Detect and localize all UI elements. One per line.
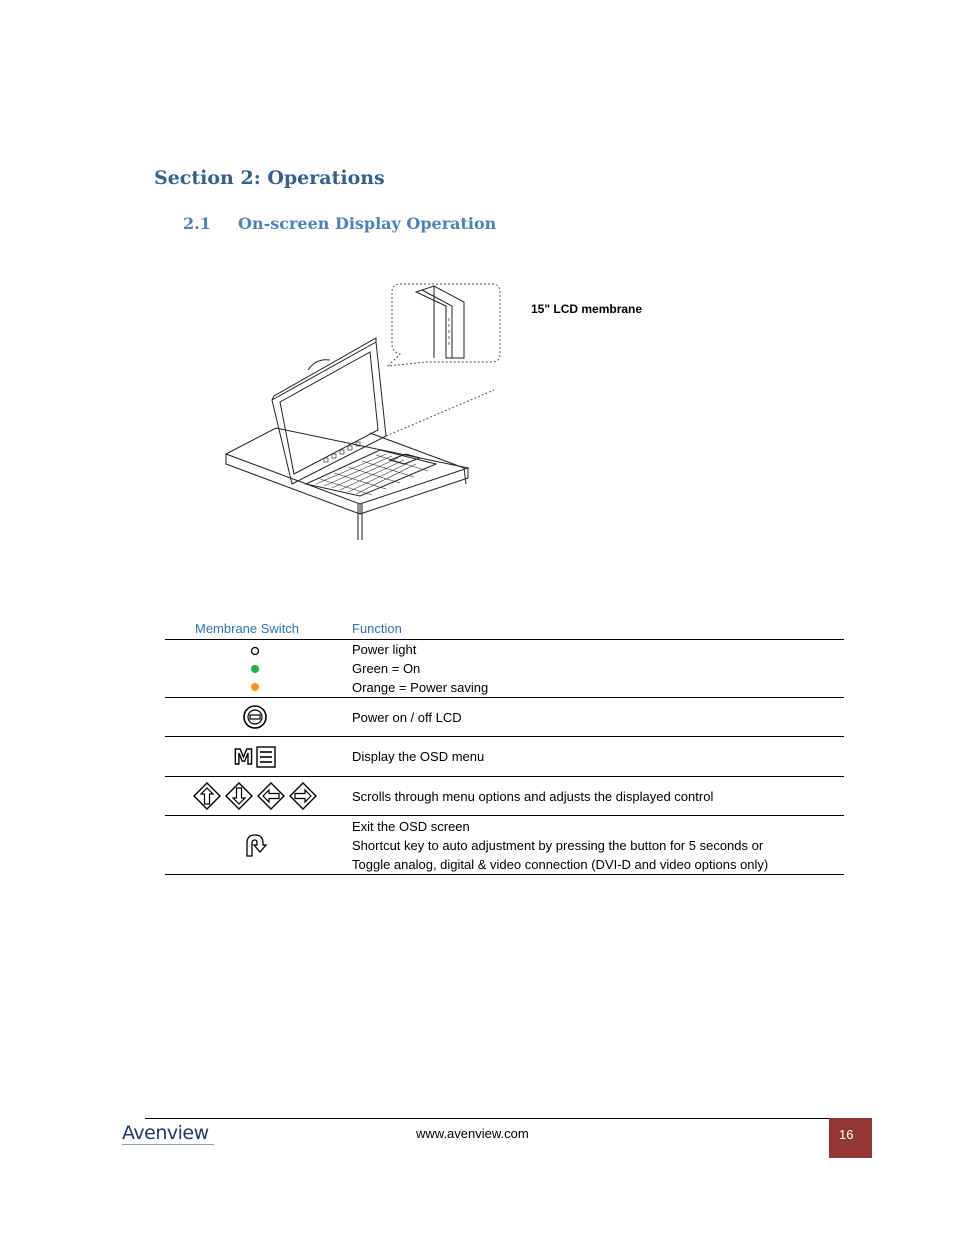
logo-underline (122, 1144, 214, 1145)
menu-list-icon (256, 746, 276, 768)
avenview-logo: Avenview (122, 1122, 209, 1144)
arrow-up-icon (193, 782, 221, 810)
subsection-number: 2.1 (183, 214, 211, 233)
footer-divider (145, 1118, 829, 1119)
table-row (165, 737, 844, 777)
footer-url[interactable]: www.avenview.com (416, 1126, 529, 1141)
function-text: Display the OSD menu (352, 749, 485, 764)
figure-caption: 15" LCD membrane (531, 302, 643, 316)
lcd-console-illustration (220, 278, 510, 553)
table-row (165, 816, 844, 875)
header-function: Function (352, 621, 402, 636)
arrow-right-icon (289, 782, 317, 810)
page-number: 16 (839, 1127, 854, 1142)
arrow-left-icon (257, 782, 285, 810)
power-light-green-icon (250, 664, 260, 674)
table-row (165, 640, 844, 698)
power-light-orange-icon (250, 682, 260, 692)
table-header (165, 619, 844, 640)
function-text: Power light Green = On Orange = Power saving (352, 642, 489, 695)
power-button-icon (242, 704, 268, 730)
function-text: Exit the OSD screen Shortcut key to auto adjustment by pressing the button for 5 seconds or Toggle analog, digital & video connection (DVI-D and video options only) (352, 818, 769, 872)
table-row (165, 698, 844, 737)
section-title: Section 2: Operations (154, 167, 385, 189)
header-membrane-switch: Membrane Switch (195, 621, 300, 636)
page-number-box (829, 1118, 872, 1158)
arrow-down-icon (225, 782, 253, 810)
exit-return-icon (241, 831, 269, 859)
power-light-off-icon (250, 646, 260, 656)
subsection-title: On-screen Display Operation (238, 214, 497, 233)
function-text: Power on / off LCD (352, 709, 462, 725)
membrane-switch-table (165, 619, 844, 875)
function-text: Scrolls through menu options and adjusts the displayed control (352, 788, 714, 804)
table-row (165, 777, 844, 816)
menu-m-icon: M (233, 744, 254, 769)
